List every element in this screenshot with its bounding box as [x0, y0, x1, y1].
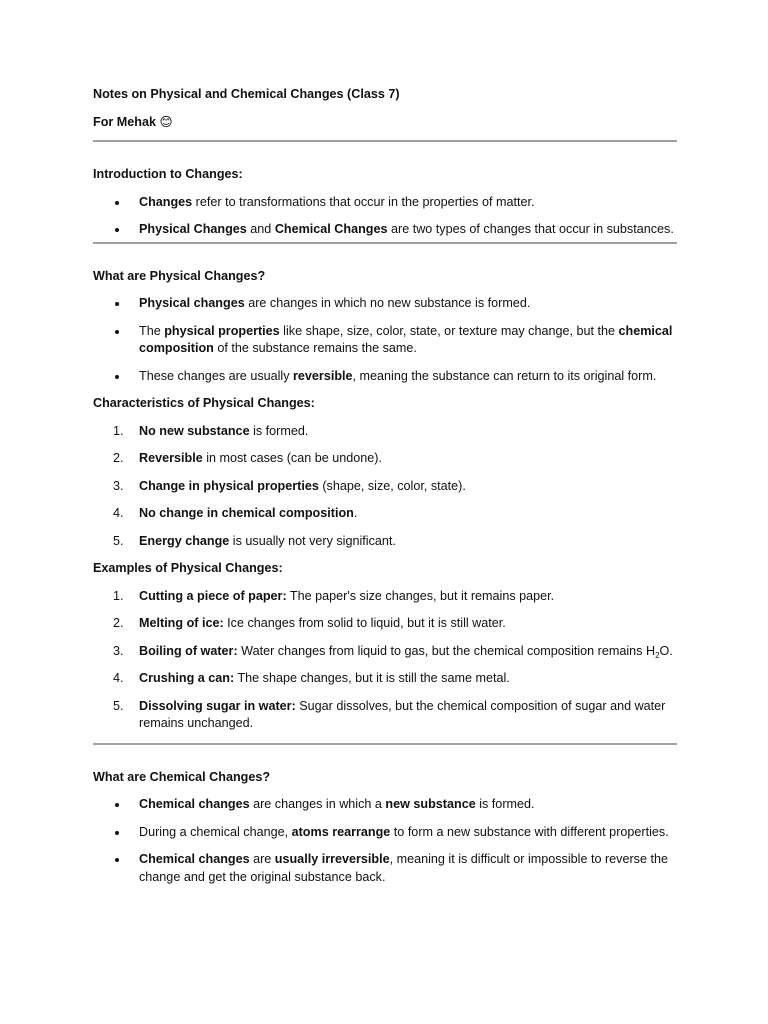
item-text: is usually not very significant.: [229, 533, 396, 548]
section-heading-introduction: Introduction to Changes:: [93, 167, 243, 181]
list-number: 4.: [113, 671, 124, 685]
section-divider: [93, 743, 677, 745]
section-heading-chemical-changes: What are Chemical Changes?: [93, 769, 271, 784]
list-item: [93, 368, 677, 386]
item-text: (shape, size, color, state).: [318, 478, 466, 493]
list-item: [93, 698, 677, 733]
list-number: 2.: [113, 616, 124, 630]
bullet-icon: [115, 201, 119, 205]
subscript: 2: [655, 650, 660, 660]
item-text: refer to transformations that occur in the properties of matter.: [192, 194, 535, 209]
section-divider: [93, 242, 677, 244]
bold-term: Chemical Changes: [274, 222, 388, 236]
bullet-icon: [115, 330, 119, 334]
list-item: [93, 588, 677, 606]
bold-term: physical properties: [164, 323, 280, 338]
list-number: 4.: [113, 506, 124, 520]
list-number: 1.: [113, 588, 124, 603]
item-text: are: [249, 852, 275, 866]
item-text: O.: [659, 643, 673, 658]
bold-term: No change in chemical composition: [139, 506, 354, 520]
item-text: The paper's size changes, but it remains paper.: [286, 588, 555, 603]
characteristics-numbered-list: [93, 423, 677, 551]
bold-term: Physical changes: [139, 296, 245, 310]
list-number: 2.: [113, 451, 124, 465]
bullet-icon: [115, 831, 119, 835]
list-item: [93, 505, 677, 523]
list-number: 1.: [113, 423, 124, 438]
examples-numbered-list: [93, 588, 677, 733]
bold-term: Chemical changes: [139, 797, 250, 811]
bold-term: atoms rearrange: [291, 824, 391, 839]
bold-term: chemical composition: [139, 323, 673, 355]
bold-term: new substance: [385, 797, 476, 811]
item-text: of the substance remains the same.: [213, 341, 417, 355]
bold-term: No new substance: [139, 423, 250, 438]
item-text: These changes are usually: [139, 368, 294, 383]
item-text: , meaning it is difficult or impossible to reverse the change and get the original substance back.: [139, 852, 668, 884]
section-heading-examples: Examples of Physical Changes:: [93, 561, 283, 575]
bold-term: Chemical changes: [139, 852, 250, 866]
dedication-line: For Mehak 😊: [93, 114, 173, 129]
list-item: [93, 670, 677, 688]
bold-term: Boiling of water:: [139, 643, 238, 658]
section-heading-characteristics: Characteristics of Physical Changes:: [93, 396, 315, 410]
item-text: Sugar dissolves, but the chemical composition of sugar and water remains unchanged.: [139, 698, 666, 730]
bold-term: Changes: [139, 194, 193, 209]
item-text: is formed.: [249, 423, 309, 438]
bold-term: Crushing a can:: [139, 671, 235, 685]
list-item: [93, 423, 677, 441]
list-item: [93, 221, 677, 239]
item-text: are changes in which a: [249, 797, 386, 811]
list-item: [93, 824, 677, 842]
chemical-bullet-list: [93, 796, 677, 886]
document-title: Notes on Physical and Chemical Changes (Class 7): [93, 87, 400, 101]
item-text: to form a new substance with different properties.: [390, 824, 669, 839]
section-heading-physical-changes: What are Physical Changes?: [93, 268, 266, 283]
list-item: [93, 194, 677, 212]
bullet-icon: [115, 375, 119, 379]
item-text: , meaning the substance can return to its original form.: [352, 368, 657, 383]
item-text: in most cases (can be undone).: [202, 451, 382, 465]
item-text: The: [139, 323, 165, 338]
intro-bullet-list: [93, 194, 677, 239]
bold-term: Reversible: [139, 451, 203, 465]
item-text: .: [353, 506, 358, 520]
bold-term: Energy change: [139, 533, 230, 548]
item-text: are changes in which no new substance is formed.: [244, 296, 531, 310]
list-number: 5.: [113, 533, 124, 548]
section-divider: [93, 140, 677, 142]
bold-term: Cutting a piece of paper:: [139, 588, 287, 603]
item-text: The shape changes, but it is still the same metal.: [234, 671, 510, 685]
item-text: Water changes from liquid to gas, but the chemical composition remains H: [237, 643, 656, 658]
list-number: 3.: [113, 478, 124, 493]
bold-term: Physical Changes: [139, 222, 247, 236]
list-item: [93, 796, 677, 814]
item-text: Ice changes from solid to liquid, but it is still water.: [223, 616, 506, 630]
list-item: [93, 533, 677, 551]
item-text: is formed.: [475, 797, 535, 811]
list-item: [93, 643, 677, 661]
list-item: [93, 323, 677, 358]
bullet-icon: [115, 803, 119, 807]
bold-term: Change in physical properties: [139, 478, 319, 493]
bullet-icon: [115, 302, 119, 306]
item-text: and: [246, 222, 275, 236]
bullet-icon: [115, 228, 119, 232]
document-content: [93, 86, 677, 886]
bold-term: Melting of ice:: [139, 616, 224, 630]
list-item: [93, 295, 677, 313]
item-text: During a chemical change,: [139, 824, 292, 839]
list-item: [93, 450, 677, 468]
list-number: 5.: [113, 698, 124, 713]
bold-term: reversible: [293, 368, 353, 383]
bold-term: usually irreversible: [274, 852, 390, 866]
item-text: like shape, size, color, state, or texture may change, but the: [279, 323, 619, 338]
item-text: are two types of changes that occur in substances.: [387, 222, 674, 236]
bullet-icon: [115, 858, 119, 862]
physical-bullet-list: [93, 295, 677, 385]
list-item: [93, 615, 677, 633]
list-item: [93, 851, 677, 886]
bold-term: Dissolving sugar in water:: [139, 698, 296, 713]
list-number: 3.: [113, 643, 124, 658]
list-item: [93, 478, 677, 496]
